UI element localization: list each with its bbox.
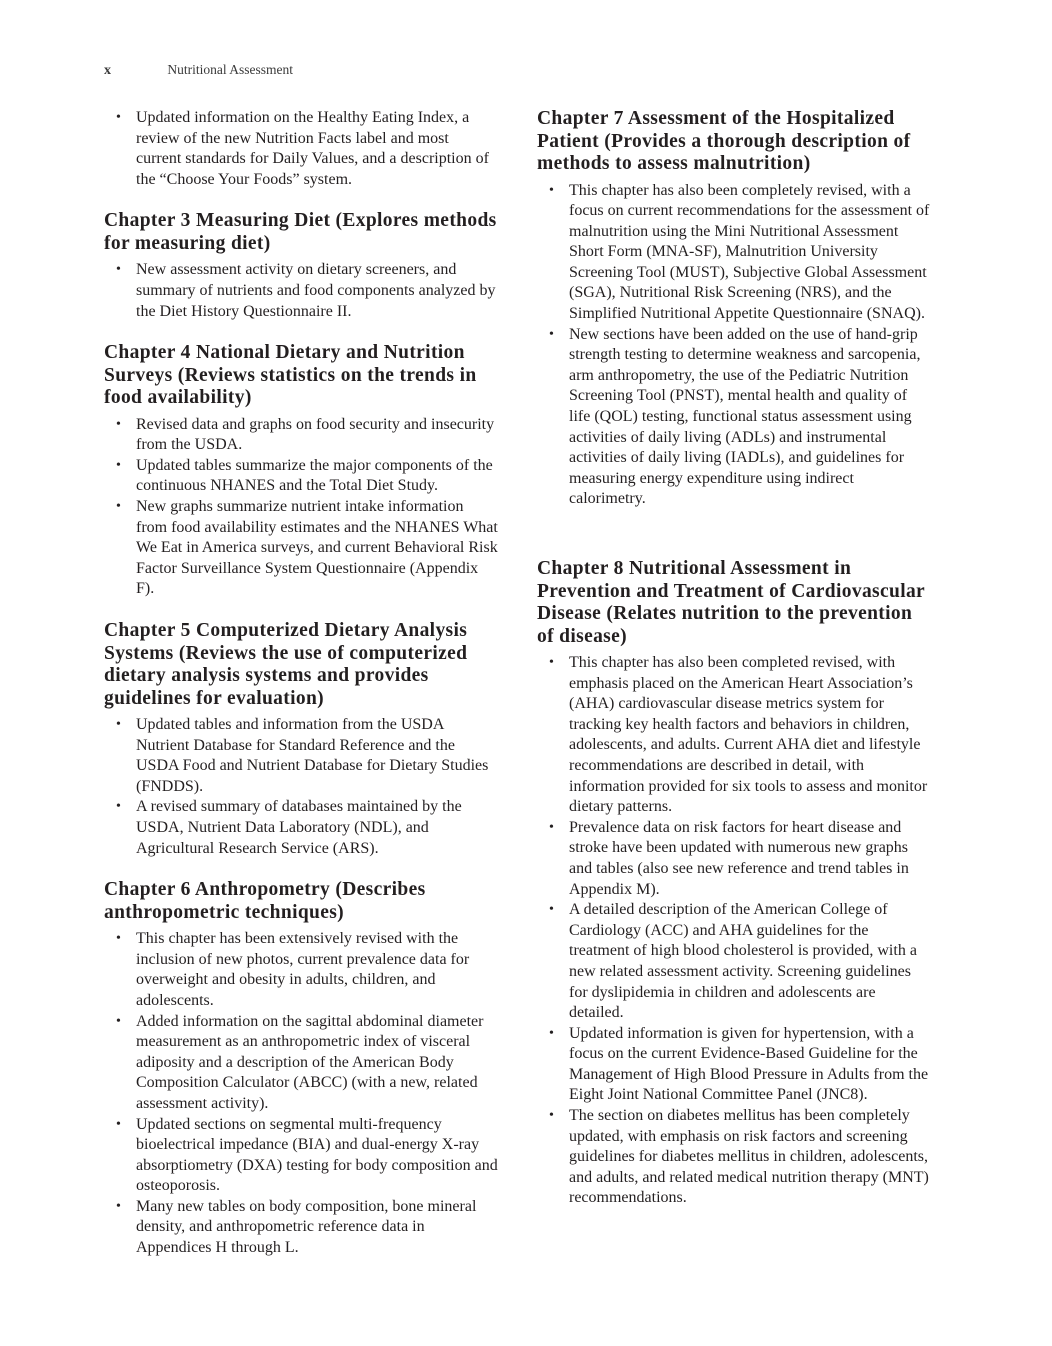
list-item: • New sections have been added on the use of hand-grip strength testing to determine weakness and sarcopenia, arm anthropometry, the use of the Pediatric Nutrition Screening Tool (PNST), mental health and quality of life (QOL) testing, functional status assessment using activities of daily living (ADLs) and instrumental activities of daily living (IADLs), and guidelines for measuring energy expenditure using indirect calorimetry. — [549, 325, 921, 508]
bullet-icon: • — [116, 416, 121, 432]
bullet-icon: • — [116, 499, 121, 515]
page-number: x — [104, 63, 111, 78]
bullet-icon: • — [549, 326, 554, 342]
list-item: • Added information on the sagittal abdominal diameter measurement as an anthropometric index of visceral adiposity and a description of the American Body Composition Calculator (ABCC) (with a new, related assessment activity). — [116, 1012, 484, 1112]
section-chapter-8 — [537, 558, 931, 1209]
bullet-icon: • — [116, 1116, 121, 1132]
list-item: • Updated information is given for hypertension, with a focus on the current Evidence-Based Guideline for the Management of High Blood Pressure in Adults from the Eight Joint National Committee Panel (JNC8). — [549, 1024, 929, 1104]
intro-bullet-list — [104, 108, 498, 190]
list-item: • Many new tables on body composition, bone mineral density, and anthropometric reference data in Appendices H through L. — [116, 1197, 477, 1257]
bullet-icon: • — [549, 1025, 554, 1041]
bullet-icon: • — [116, 799, 121, 815]
bullet-icon: • — [549, 819, 554, 835]
section-heading: Chapter 8 Nutritional Assessment in Prevention and Treatment of Cardiovascular Disease (Relates nutrition to the prevention of disease) — [537, 558, 925, 647]
section-heading: Chapter 5 Computerized Dietary Analysis Systems (Reviews the use of computerized dietary analysis systems and provides guidelines for evaluation) — [104, 620, 468, 709]
bullet-icon: • — [116, 931, 121, 947]
bullet-icon: • — [116, 110, 121, 125]
section-chapter-4 — [104, 342, 498, 600]
section-chapter-5 — [104, 620, 498, 859]
bullet-list — [104, 929, 498, 1259]
running-title: Nutritional Assessment — [167, 62, 293, 77]
section-chapter-7 — [537, 108, 931, 510]
section-heading: Chapter 4 National Dietary and Nutrition Surveys (Reviews statistics on the trends in food availability) — [104, 342, 477, 409]
section-heading: Chapter 7 Assessment of the Hospitalized Patient (Provides a thorough description of methods to assess malnutrition) — [537, 108, 911, 174]
bullet-icon: • — [116, 457, 121, 473]
section-heading: Chapter 3 Measuring Diet (Explores methods for measuring diet) — [104, 210, 497, 254]
list-item: • The section on diabetes mellitus has been completely updated, with emphasis on risk factors and screening guidelines for diabetes mellitus in children, adolescents, and adults, and related medical nutrition therapy (MNT) recommendations. — [549, 1107, 929, 1207]
bullet-icon: • — [549, 655, 554, 670]
bullet-icon: • — [549, 902, 554, 918]
bullet-list — [537, 181, 931, 511]
bullet-list — [104, 260, 498, 322]
bullet-list — [104, 715, 498, 859]
list-item: • This chapter has been extensively revised with the inclusion of new photos, current prevalence data for overweight and obesity in adults, children, and adolescents. — [116, 930, 470, 1009]
bullet-list — [537, 653, 931, 1209]
bullet-icon: • — [116, 1013, 121, 1029]
list-item: • New assessment activity on dietary screeners, and summary of nutrients and food components analyzed by the Diet History Questionnaire II. — [116, 261, 496, 320]
list-item: • This chapter has also been completed revised, with emphasis placed on the American Heart Association’s (AHA) cardiovascular disease metrics system for tracking key health factors and behaviors in children, adolescents, and adults. Current AHA diet and lifestyle recommendations are described in detail, with information provided for six tools to assess and monitor dietary patterns. — [549, 654, 928, 816]
list-item: • A detailed description of the American College of Cardiology (ACC) and AHA guidelines for the treatment of high blood cholesterol is provided, with a new related assessment activity. Screening guidelines for dyslipidemia in children and adolescents are detailed. — [549, 901, 917, 1022]
bullet-icon: • — [549, 182, 554, 198]
list-item: • A revised summary of databases maintained by the USDA, Nutrient Data Laboratory (NDL), and Agricultural Research Service (ARS). — [116, 798, 462, 857]
running-head — [104, 60, 293, 80]
list-item: • Updated tables summarize the major components of the continuous NHANES and the Total Diet Study. — [116, 456, 493, 495]
list-item: • Prevalence data on risk factors for heart disease and stroke have been updated with numerous new graphs and tables (also see new reference and trend tables in Appendix M). — [549, 818, 909, 898]
left-column — [104, 108, 498, 1259]
bullet-icon: • — [116, 262, 121, 278]
list-item: • Revised data and graphs on food security and insecurity from the USDA. — [116, 415, 495, 454]
list-item: • Updated tables and information from the USDA Nutrient Database for Standard Reference and the USDA Food and Nutrient Database for Dietary Studies (FNDDS). — [116, 716, 489, 795]
bullet-icon: • — [116, 717, 121, 732]
list-item: • This chapter has also been completely revised, with a focus on current recommendations for the assessment of malnutrition using the Mini Nutritional Assessment Short Form (MNA-SF), Malnutrition University Screening Tool (MUST), Subjective Global Assessment (SGA), Nutritional Risk Screening (NRS), and the Simplified Nutritional Appetite Questionnaire (SNAQ). — [549, 181, 930, 323]
section-heading: Chapter 6 Anthropometry (Describes anthropometric techniques) — [104, 879, 426, 923]
bullet-icon: • — [116, 1198, 121, 1214]
section-chapter-3 — [104, 210, 498, 322]
list-item: • Updated information on the Healthy Eating Index, a review of the new Nutrition Facts label and most current standards for Daily Values, and a description of the “Choose Your Foods” system. — [116, 109, 489, 188]
section-chapter-6 — [104, 879, 498, 1259]
bullet-list — [104, 415, 498, 600]
list-item: • New graphs summarize nutrient intake information from food availability estimates and the NHANES What We Eat in America surveys, and current Behavioral Risk Factor Surveillance System Questionnaire (Appendix F). — [116, 498, 498, 598]
list-item: • Updated sections on segmental multi-frequency bioelectrical impedance (BIA) and dual-energy X-ray absorptiometry (DXA) testing for body composition and osteoporosis. — [116, 1115, 498, 1195]
right-column — [537, 108, 931, 1209]
bullet-icon: • — [549, 1108, 554, 1124]
